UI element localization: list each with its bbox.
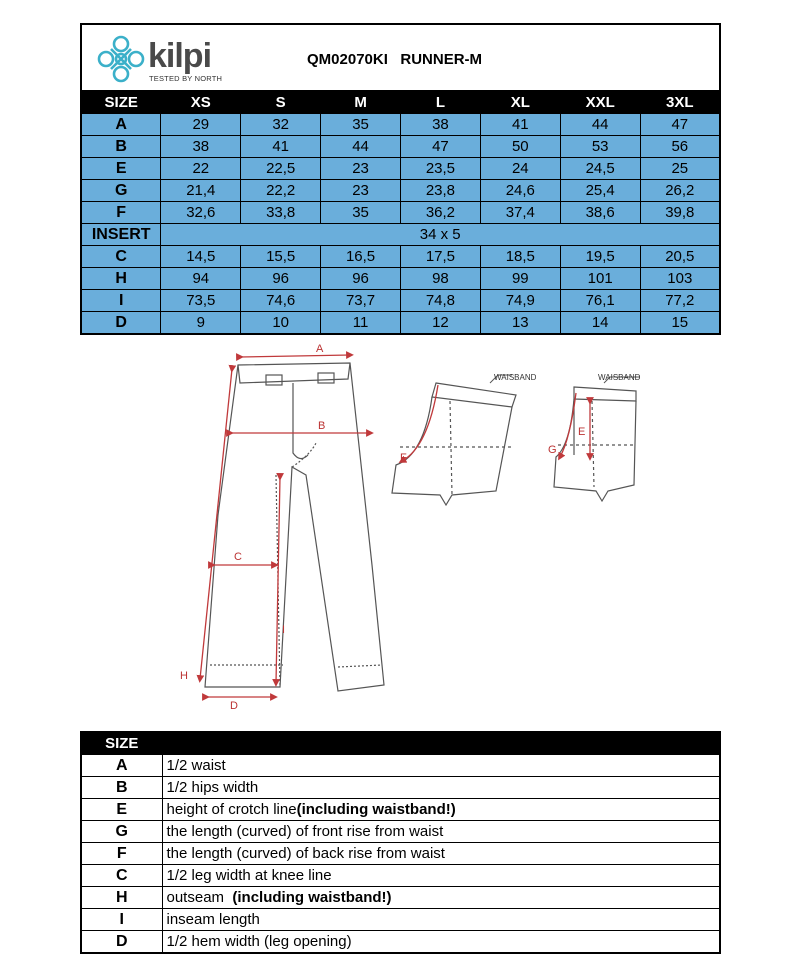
legend-description xyxy=(162,821,720,843)
legend-row-i xyxy=(81,909,720,931)
size-cell: 38 xyxy=(401,114,481,136)
size-cell: 24 xyxy=(480,158,560,180)
legend-text: the length (curved) of front rise from waist xyxy=(166,822,444,840)
size-cell: 14,5 xyxy=(161,246,241,268)
front-measure-lines xyxy=(200,355,370,697)
legend-description xyxy=(162,909,720,931)
row-label: B xyxy=(81,136,161,158)
size-cell: 9 xyxy=(161,312,241,335)
legend-header-blank xyxy=(162,732,720,755)
legend-text: outseam xyxy=(166,888,233,906)
size-row-f xyxy=(81,202,720,224)
legend-description xyxy=(162,799,720,821)
legend-row-b xyxy=(81,777,720,799)
size-cell: 23,8 xyxy=(401,180,481,202)
row-label: H xyxy=(81,268,161,290)
size-corner-label: SIZE xyxy=(81,91,161,114)
size-cell: 33,8 xyxy=(241,202,321,224)
size-header-xxl: XXL xyxy=(560,91,640,114)
size-cell: 25,4 xyxy=(560,180,640,202)
legend-text: 1/2 hips width xyxy=(166,778,259,796)
row-label: C xyxy=(81,246,161,268)
size-chart xyxy=(80,23,721,335)
legend-key: F xyxy=(81,843,162,865)
size-cell: 94 xyxy=(161,268,241,290)
size-cell: 18,5 xyxy=(480,246,560,268)
size-cell: 20,5 xyxy=(640,246,720,268)
size-row-b xyxy=(81,136,720,158)
size-row-i xyxy=(81,290,720,312)
size-cell: 35 xyxy=(321,202,401,224)
legend-text: inseam length xyxy=(166,910,260,928)
label-c: C xyxy=(234,551,242,563)
size-cell: 14 xyxy=(560,312,640,335)
legend-description xyxy=(162,865,720,887)
size-cell: 103 xyxy=(640,268,720,290)
label-b: B xyxy=(318,420,326,432)
legend-row-a xyxy=(81,755,720,777)
size-row-g xyxy=(81,180,720,202)
size-cell: 35 xyxy=(321,114,401,136)
size-cell: 32 xyxy=(241,114,321,136)
size-header-l: L xyxy=(401,91,481,114)
back-rise-drawing xyxy=(392,383,516,505)
size-cell: 25 xyxy=(640,158,720,180)
size-row-e xyxy=(81,158,720,180)
insert-value: 34 x 5 xyxy=(161,224,720,246)
row-label: I xyxy=(81,290,161,312)
size-cell: 15 xyxy=(640,312,720,335)
size-cell: 11 xyxy=(321,312,401,335)
row-label: INSERT xyxy=(81,224,161,246)
size-header-s: S xyxy=(241,91,321,114)
chart-header xyxy=(80,23,721,90)
row-label: D xyxy=(81,312,161,335)
row-label: E xyxy=(81,158,161,180)
size-row-a xyxy=(81,114,720,136)
label-a: A xyxy=(316,343,324,355)
size-cell: 12 xyxy=(401,312,481,335)
size-cell: 74,9 xyxy=(480,290,560,312)
size-cell: 74,6 xyxy=(241,290,321,312)
size-cell: 24,6 xyxy=(480,180,560,202)
legend-description xyxy=(162,931,720,954)
size-cell: 38,6 xyxy=(560,202,640,224)
legend-row-h xyxy=(81,887,720,909)
front-rise-drawing xyxy=(554,387,636,501)
label-h: H xyxy=(180,670,188,682)
waistband-label-back: WAISBAND xyxy=(494,373,537,382)
pants-diagram xyxy=(0,335,803,725)
label-f: F xyxy=(400,452,407,464)
size-row-h xyxy=(81,268,720,290)
size-cell: 53 xyxy=(560,136,640,158)
knot-icon xyxy=(96,33,146,85)
legend-description xyxy=(162,777,720,799)
size-header-3xl: 3XL xyxy=(640,91,720,114)
size-cell: 19,5 xyxy=(560,246,640,268)
legend-key: B xyxy=(81,777,162,799)
row-label: G xyxy=(81,180,161,202)
product-code: QM02070KI xyxy=(307,51,388,68)
size-cell: 50 xyxy=(480,136,560,158)
size-cell: 38 xyxy=(161,136,241,158)
legend-description xyxy=(162,755,720,777)
size-cell: 98 xyxy=(401,268,481,290)
legend-text: 1/2 leg width at knee line xyxy=(166,866,332,884)
size-cell: 24,5 xyxy=(560,158,640,180)
size-cell: 41 xyxy=(480,114,560,136)
size-row-insert xyxy=(81,224,720,246)
brand-tagline: TESTED BY NORTH xyxy=(149,74,223,83)
size-cell: 44 xyxy=(321,136,401,158)
size-header-xs: XS xyxy=(161,91,241,114)
legend-row-d xyxy=(81,931,720,954)
legend-description xyxy=(162,887,720,909)
size-header-m: M xyxy=(321,91,401,114)
size-header-row xyxy=(81,91,720,114)
legend-table xyxy=(80,731,721,954)
label-e: E xyxy=(578,426,586,438)
size-cell: 47 xyxy=(401,136,481,158)
size-cell: 44 xyxy=(560,114,640,136)
legend-key: E xyxy=(81,799,162,821)
legend-key: D xyxy=(81,931,162,954)
size-cell: 22,5 xyxy=(241,158,321,180)
size-cell: 39,8 xyxy=(640,202,720,224)
legend-row-f xyxy=(81,843,720,865)
product-title xyxy=(307,51,482,68)
size-cell: 21,4 xyxy=(161,180,241,202)
size-cell: 32,6 xyxy=(161,202,241,224)
label-i: I xyxy=(282,624,286,636)
label-g: G xyxy=(548,444,557,456)
size-cell: 23,5 xyxy=(401,158,481,180)
brand-logo xyxy=(96,33,226,85)
measurement-legend xyxy=(80,731,721,954)
legend-description xyxy=(162,843,720,865)
legend-row-g xyxy=(81,821,720,843)
legend-key: C xyxy=(81,865,162,887)
size-cell: 74,8 xyxy=(401,290,481,312)
legend-key: I xyxy=(81,909,162,931)
legend-row-c xyxy=(81,865,720,887)
size-cell: 22,2 xyxy=(241,180,321,202)
size-cell: 16,5 xyxy=(321,246,401,268)
row-label: F xyxy=(81,202,161,224)
size-cell: 29 xyxy=(161,114,241,136)
size-row-d xyxy=(81,312,720,335)
size-cell: 99 xyxy=(480,268,560,290)
legend-header-row xyxy=(81,732,720,755)
legend-emphasis: (including waistband!) xyxy=(232,888,392,906)
size-cell: 77,2 xyxy=(640,290,720,312)
legend-row-e xyxy=(81,799,720,821)
brand-name: kilpi xyxy=(148,37,212,75)
size-cell: 37,4 xyxy=(480,202,560,224)
legend-emphasis: (including waistband!) xyxy=(296,800,456,818)
size-cell: 73,5 xyxy=(161,290,241,312)
legend-text: 1/2 hem width (leg opening) xyxy=(166,932,352,950)
size-cell: 73,7 xyxy=(321,290,401,312)
pants-front-drawing xyxy=(205,363,384,691)
legend-key: A xyxy=(81,755,162,777)
size-cell: 17,5 xyxy=(401,246,481,268)
size-cell: 36,2 xyxy=(401,202,481,224)
legend-key: H xyxy=(81,887,162,909)
size-cell: 23 xyxy=(321,158,401,180)
size-cell: 13 xyxy=(480,312,560,335)
product-name: RUNNER-M xyxy=(400,51,483,68)
size-cell: 15,5 xyxy=(241,246,321,268)
size-cell: 56 xyxy=(640,136,720,158)
size-cell: 26,2 xyxy=(640,180,720,202)
size-cell: 47 xyxy=(640,114,720,136)
size-cell: 76,1 xyxy=(560,290,640,312)
size-header-xl: XL xyxy=(480,91,560,114)
size-cell: 96 xyxy=(241,268,321,290)
size-cell: 41 xyxy=(241,136,321,158)
legend-header: SIZE xyxy=(81,732,162,755)
size-table xyxy=(80,90,721,335)
legend-text: the length (curved) of back rise from waist xyxy=(166,844,445,862)
size-cell: 10 xyxy=(241,312,321,335)
size-row-c xyxy=(81,246,720,268)
legend-key: G xyxy=(81,821,162,843)
size-cell: 22 xyxy=(161,158,241,180)
row-label: A xyxy=(81,114,161,136)
size-cell: 101 xyxy=(560,268,640,290)
legend-text: 1/2 waist xyxy=(166,756,226,774)
legend-text: height of crotch line xyxy=(166,800,297,818)
size-cell: 96 xyxy=(321,268,401,290)
technical-drawing xyxy=(0,335,803,725)
label-d: D xyxy=(230,700,238,712)
size-cell: 23 xyxy=(321,180,401,202)
waistband-label-front: WAISBAND xyxy=(598,373,641,382)
